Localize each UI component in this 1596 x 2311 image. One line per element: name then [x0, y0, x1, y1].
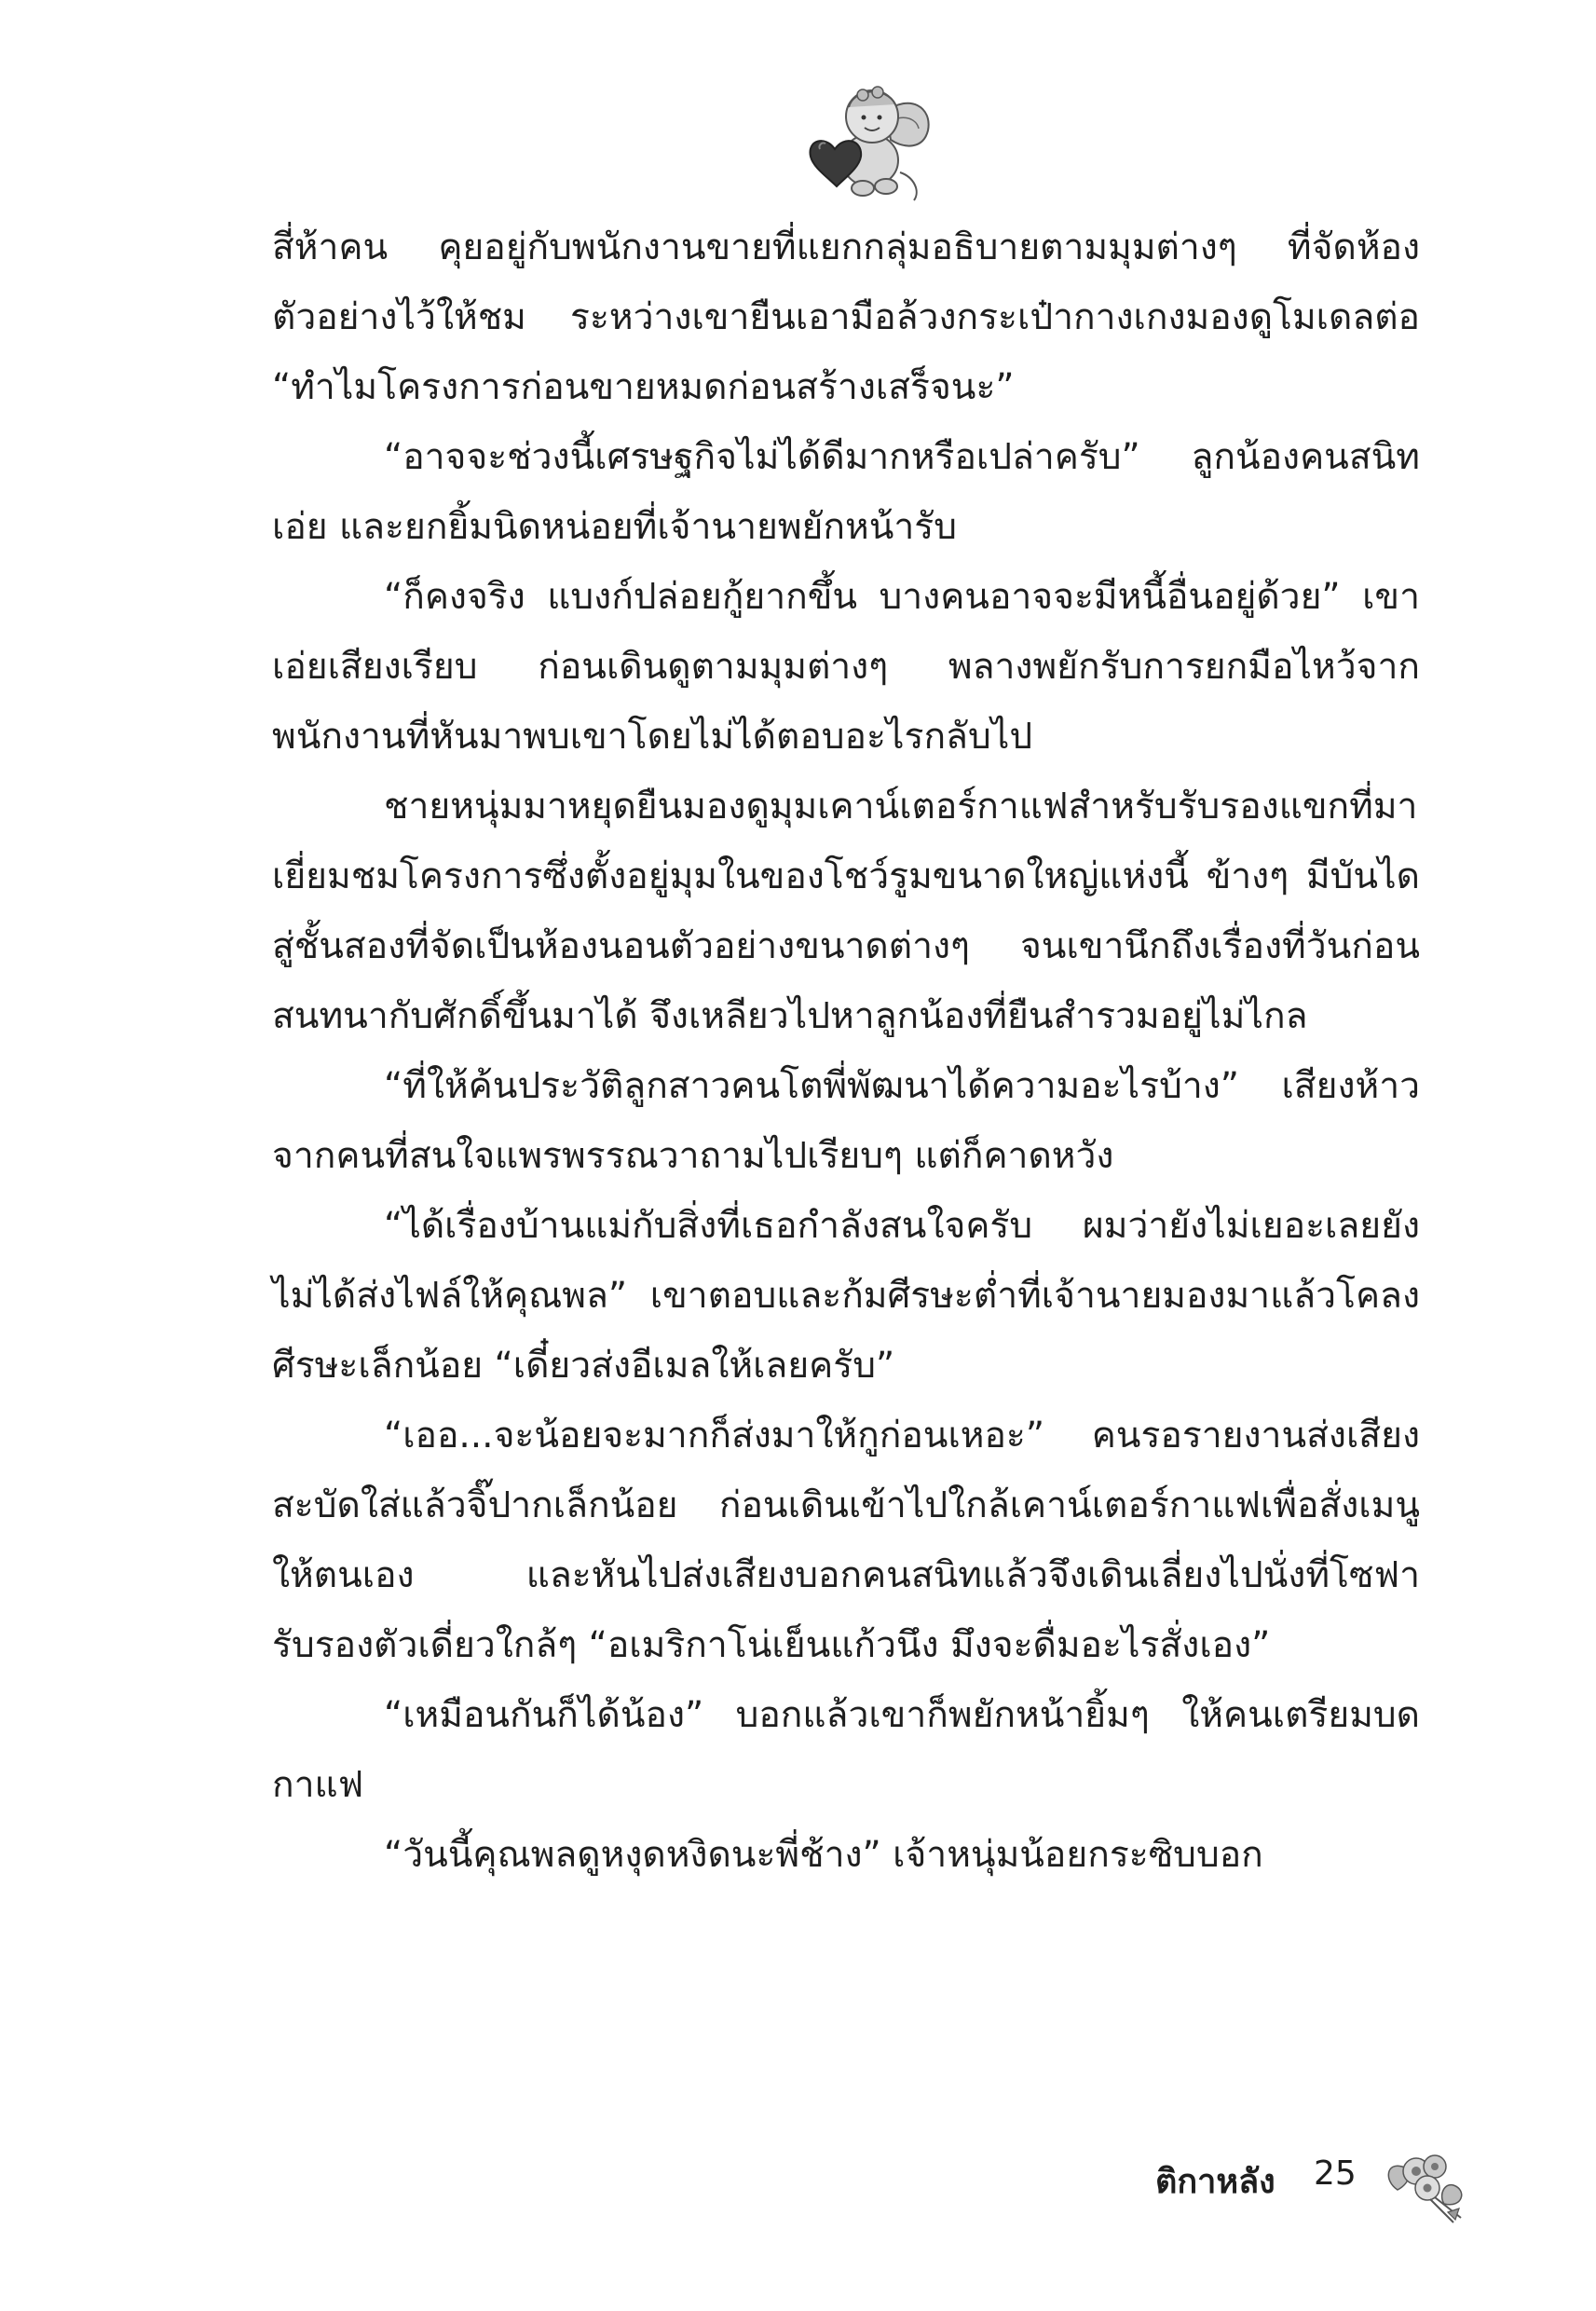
page-footer [1155, 2134, 1472, 2246]
body-text [272, 212, 1420, 1890]
flower-bouquet-icon [1379, 2134, 1472, 2227]
paragraph: “เหมือนกันก็ได้น้อง” บอกแล้วเขาก็พยักหน้ายิ้มๆ ให้คนเตรียมบดกาแฟ [272, 1694, 1420, 1806]
paragraph: “ที่ให้ค้นประวัติลูกสาวคนโตพี่พัฒนาได้ความอะไรบ้าง” เสียงห้าวจากคนที่สนใจแพรพรรณวาถามไปเรียบๆ แต่ก็คาดหวัง [272, 1065, 1420, 1177]
paragraph: “อาจจะช่วงนี้เศรษฐกิจไม่ได้ดีมากหรือเปล่าครับ” ลูกน้องคนสนิทเอ่ย และยกยิ้มนิดหน่อยที่เจ้านายพยักหน้ารับ [272, 436, 1420, 548]
paragraph: “เออ...จะน้อยจะมากก็ส่งมาให้กูก่อนเหอะ” คนรอรายงานส่งเสียงสะบัดใส่แล้วจิ๊ปากเล็กน้อย ก่อนเดินเข้าไปใกล้เคาน์เตอร์กาแฟเพื่อสั่งเมนูให้ตนเอง และหันไปส่งเสียงบอกคนสนิทแล้วจึงเดินเลี่ยงไปนั่งที่โซฟารับรองตัวเดี่ยวใกล้ๆ “อเมริกาโน่เย็นแก้วนึง มึงจะดื่มอะไรสั่งเอง” [272, 1415, 1420, 1666]
paragraph: “ก็คงจริง แบงก์ปล่อยกู้ยากขึ้น บางคนอาจจะมีหนี้อื่นอยู่ด้วย” เขาเอ่ยเสียงเรียบ ก่อนเดินดูตามมุมต่างๆ พลางพยักรับการยกมือไหว้จากพนักงานที่หันมาพบเขาโดยไม่ได้ตอบอะไรกลับไป [272, 576, 1420, 758]
paragraph: ชายหนุ่มมาหยุดยืนมองดูมุมเคาน์เตอร์กาแฟสำหรับรับรองแขกที่มาเยี่ยมชมโครงการซึ่งตั้งอยู่มุมในของโชว์รูมขนาดใหญ่แห่งนี้ ข้างๆ มีบันไดสู่ชั้นสองที่จัดเป็นห้องนอนตัวอย่างขนาดต่างๆ จนเขานึกถึงเรื่องที่วันก่อนสนทนากับศักดิ์ขึ้นมาได้ จึงเหลียวไปหาลูกน้องที่ยืนสำรวมอยู่ไม่ไกล [272, 786, 1420, 1037]
cupid-with-heart-icon [798, 75, 937, 205]
paragraph: สี่ห้าคน คุยอยู่กับพนักงานขายที่แยกกลุ่มอธิบายตามมุมต่างๆ ที่จัดห้องตัวอย่างไว้ให้ชม ระหว่างเขายืนเอามือล้วงกระเป๋ากางเกงมองดูโมเดลต่อ “ทำไมโครงการก่อนขายหมดก่อนสร้างเสร็จนะ” [272, 226, 1420, 408]
paragraph: “วันนี้คุณพลดูหงุดหงิดนะพี่ช้าง” เจ้าหนุ่มน้อยกระซิบบอก [384, 1834, 1263, 1876]
paragraph: “ได้เรื่องบ้านแม่กับสิ่งที่เธอกำลังสนใจครับ ผมว่ายังไม่เยอะเลยยังไม่ได้ส่งไฟล์ให้คุณพล” เขาตอบและก้มศีรษะต่ำที่เจ้านายมองมาแล้วโคลงศีรษะเล็กน้อย “เดี๋ยวส่งอีเมลให้เลยครับ” [272, 1205, 1420, 1387]
book-title: ติกาหลัง [1155, 2163, 1275, 2201]
page-number: 25 [1314, 2154, 1357, 2193]
